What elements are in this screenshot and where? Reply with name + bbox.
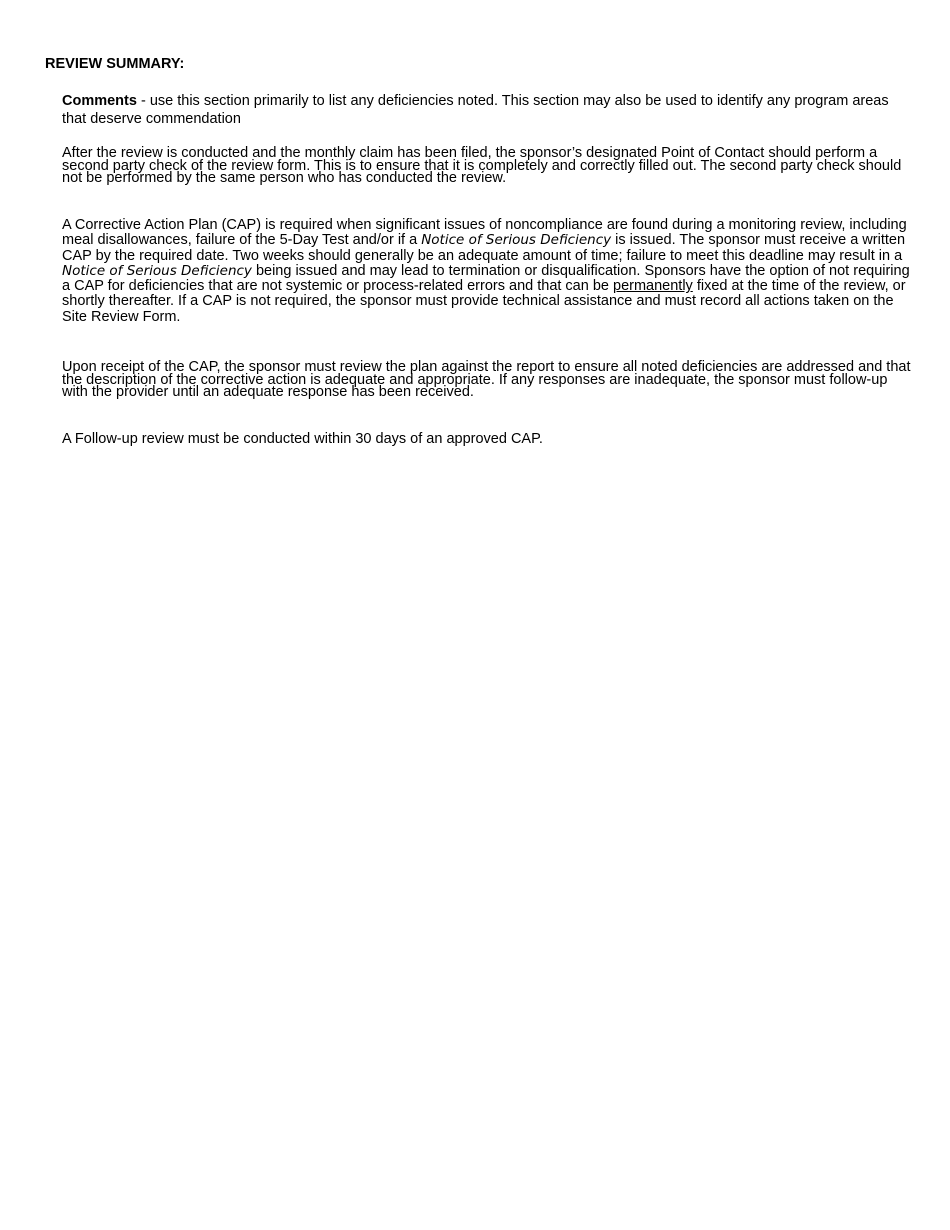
notice-serious-deficiency-2: Notice of Serious Deficiency [62, 262, 252, 279]
review-summary-heading: REVIEW SUMMARY: [45, 56, 185, 72]
cap-text-part4: fixed at the time of the review, or shortly thereafter. If a CAP is not required, the sponsor must provide technical assistance and must record all actions taken on the Site Review Form. [62, 278, 906, 325]
comments-label: Comments [62, 93, 137, 109]
cap-text-part3: being issued and may lead to termination or disqualification. Sponsors have the option of not requiring a CAP for deficiencies that are not systemic or process-related errors and that can be [62, 262, 910, 295]
second-party-check-paragraph: After the review is conducted and the monthly claim has been filed, the sponsor’s designated Point of Contact should perform a second party check of the review form. This is to ensure that it is completely and correctly filled out. The second party check should not be performed by the same person who has conducted the review. [62, 145, 902, 186]
cap-receipt-paragraph: Upon receipt of the CAP, the sponsor must review the plan against the report to ensure all noted deficiencies are addressed and that the description of the corrective action is adequate and appropriate. If any responses are inadequate, the sponsor must follow-up with the provider until an adequate response has been received. [62, 359, 911, 400]
cap-text-part1: A Corrective Action Plan (CAP) is required when significant issues of noncompliance are found during a monitoring review, including meal disallowances, failure of the 5-Day Test and/or if a [62, 217, 907, 249]
cap-text-part2: is issued. The sponsor must receive a written CAP by the required date. Two weeks should generally be an adequate amount of time; failure to meet this deadline may result in a [62, 232, 906, 264]
permanently-underlined: permanently [613, 278, 693, 295]
comments-paragraph [62, 92, 912, 128]
notice-serious-deficiency-1: Notice of Serious Deficiency [421, 232, 612, 249]
follow-up-paragraph: A Follow-up review must be conducted within 30 days of an approved CAP. [62, 431, 543, 447]
corrective-action-plan-paragraph [62, 218, 912, 325]
comments-text: - use this section primarily to list any deficiencies noted. This section may also be used to identify any program areas that deserve commendation [62, 93, 889, 127]
